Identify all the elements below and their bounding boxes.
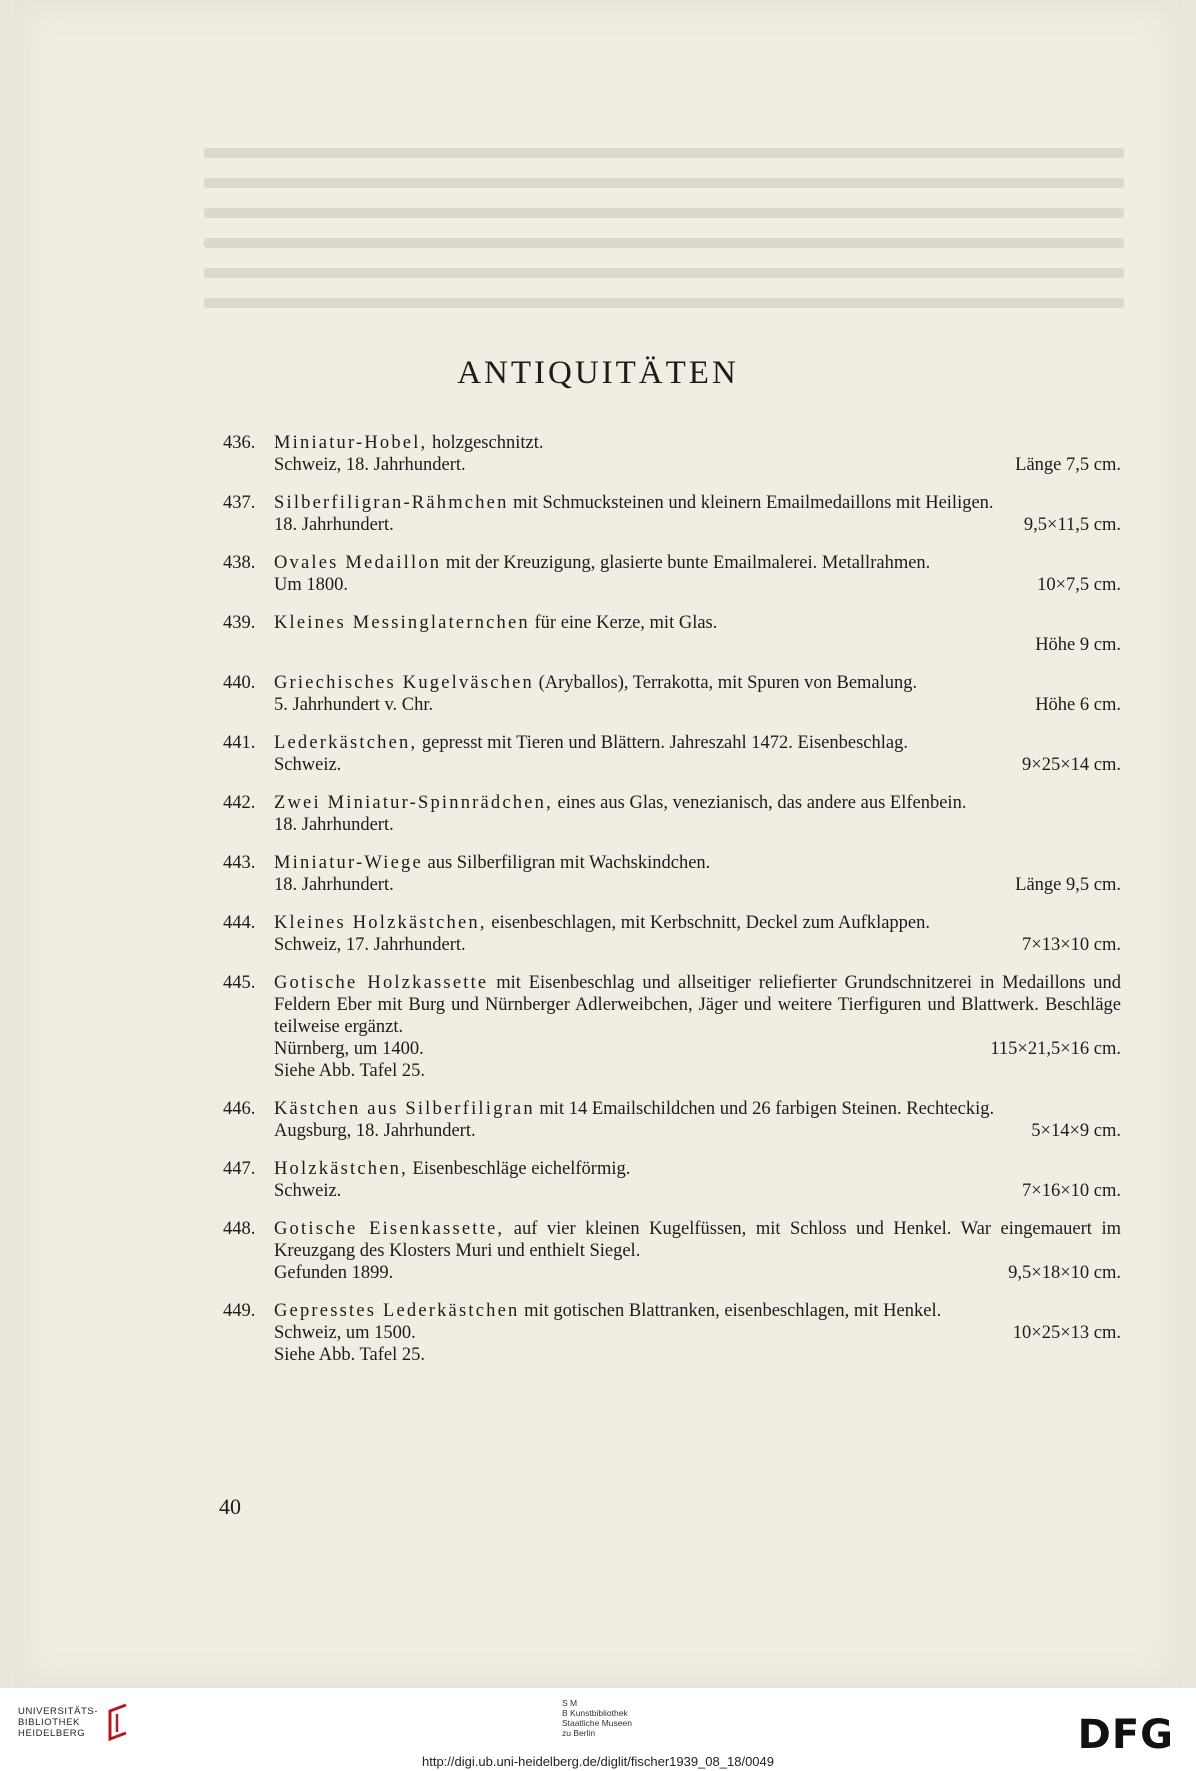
- entry-number: 445.: [223, 973, 256, 993]
- entry-keyword: Gotische Holzkassette: [274, 973, 489, 993]
- entry-measure: 9×25×14 cm.: [1022, 755, 1121, 775]
- page-heading: ANTIQUITÄTEN: [457, 355, 739, 391]
- show-through-line: [204, 268, 1124, 278]
- catalog-entry: [223, 912, 1121, 956]
- entry-number: 443.: [223, 853, 256, 873]
- show-through-line: [204, 298, 1124, 308]
- entry-keyword: Ovales Medaillon: [274, 553, 442, 573]
- entry-number: 442.: [223, 793, 256, 813]
- entry-description: mit 14 Emailschildchen und 26 farbigen Steinen. Rechteckig.: [539, 1099, 995, 1119]
- catalog-entry: [223, 672, 1121, 716]
- entry-origin: Schweiz, 17. Jahrhundert.: [274, 935, 466, 955]
- entry-number: 439.: [223, 613, 256, 633]
- entry-origin: Schweiz, 18. Jahrhundert.: [274, 455, 466, 475]
- entry-origin: Schweiz.: [274, 1181, 342, 1201]
- entry-plate-reference: Siehe Abb. Tafel 25.: [274, 1345, 425, 1365]
- catalog-entry: [223, 972, 1121, 1082]
- entry-origin: Nürnberg, um 1400.: [274, 1039, 424, 1059]
- entry-description: aus Silberfiligran mit Wachskindchen.: [427, 853, 711, 873]
- entry-description: eisenbeschlagen, mit Kerbschnitt, Deckel zum Aufklappen.: [491, 913, 931, 933]
- document-page: [14, 0, 1182, 1688]
- entry-keyword: Holzkästchen,: [274, 1159, 408, 1179]
- catalog-entry: [223, 792, 1121, 836]
- entry-description: auf vier kleinen Kugelfüssen, mit Schloss und Henkel. War eingemauert im Kreuzgang des Klosters Muri und enthielt Siegel.: [274, 1219, 1122, 1261]
- entry-description: holzgeschnitzt.: [432, 433, 544, 453]
- entry-description: (Aryballos), Terrakotta, mit Spuren von Bemalung.: [538, 673, 918, 693]
- university-library-logo[interactable]: [18, 1702, 130, 1742]
- entry-description: eines aus Glas, venezianisch, das andere aus Elfenbein.: [557, 793, 967, 813]
- catalog-entry: [223, 1218, 1121, 1284]
- show-through-line: [204, 148, 1124, 158]
- entry-description: mit der Kreuzigung, glasierte bunte Emailmalerei. Metallrahmen.: [445, 553, 931, 573]
- entry-origin: Gefunden 1899.: [274, 1263, 394, 1283]
- entry-keyword: Kleines Holzkästchen,: [274, 913, 487, 933]
- entry-number: 437.: [223, 493, 256, 513]
- entry-measure: Höhe 6 cm.: [1035, 695, 1121, 715]
- entry-keyword: Kästchen aus Silberfiligran: [274, 1099, 535, 1119]
- entry-keyword: Silberfiligran-Rähmchen: [274, 493, 509, 513]
- entry-number: 449.: [223, 1301, 256, 1321]
- entry-origin: Schweiz.: [274, 755, 342, 775]
- entry-measure: 9,5×11,5 cm.: [1023, 515, 1121, 535]
- catalog-entry: [223, 492, 1121, 536]
- footer-bar: [0, 1688, 1196, 1771]
- entry-description: mit gotischen Blattranken, eisenbeschlagen, mit Henkel.: [524, 1301, 942, 1321]
- show-through-line: [204, 208, 1124, 218]
- entry-number: 440.: [223, 673, 256, 693]
- entry-number: 446.: [223, 1099, 256, 1119]
- show-through-line: [204, 238, 1124, 248]
- catalog-entry: [223, 552, 1121, 596]
- entry-origin: 18. Jahrhundert.: [274, 515, 394, 535]
- entry-measure: 10×7,5 cm.: [1037, 575, 1121, 595]
- museum-note: S M B Kunstbibliothek Staatliche Museen zu Berlin: [562, 1698, 632, 1738]
- entry-description: Eisenbeschläge eichelförmig.: [412, 1159, 631, 1179]
- catalog-entry: [223, 1158, 1121, 1202]
- entry-description: gepresst mit Tieren und Blättern. Jahreszahl 1472. Eisenbeschlag.: [421, 733, 908, 753]
- entry-measure: 5×14×9 cm.: [1031, 1121, 1121, 1141]
- entry-description: mit Schmucksteinen und kleinern Emailmedaillons mit Heiligen.: [513, 493, 994, 513]
- entry-number: 438.: [223, 553, 256, 573]
- entry-description: für eine Kerze, mit Glas.: [534, 613, 718, 633]
- entry-measure: 7×16×10 cm.: [1022, 1181, 1121, 1201]
- entry-measure: 10×25×13 cm.: [1012, 1323, 1121, 1343]
- entry-keyword: Griechisches Kugelväschen: [274, 673, 534, 693]
- entry-number: 441.: [223, 733, 256, 753]
- entry-origin: 5. Jahrhundert v. Chr.: [274, 695, 434, 715]
- entry-number: 448.: [223, 1219, 256, 1239]
- entry-keyword: Miniatur-Wiege: [274, 853, 423, 873]
- entry-number: 436.: [223, 433, 256, 453]
- library-name: UNIVERSITÄTS- BIBLIOTHEK HEIDELBERG: [18, 1705, 99, 1739]
- catalog-entry: [223, 732, 1121, 776]
- entry-keyword: Zwei Miniatur-Spinnrädchen,: [274, 793, 553, 813]
- show-through-line: [204, 178, 1124, 188]
- entry-number: 444.: [223, 913, 256, 933]
- catalog-entry: [223, 432, 1121, 476]
- entry-origin: Schweiz, um 1500.: [274, 1323, 416, 1343]
- entry-plate-reference: Siehe Abb. Tafel 25.: [274, 1061, 425, 1081]
- entry-origin: 18. Jahrhundert.: [274, 875, 394, 895]
- entry-keyword: Gepresstes Lederkästchen: [274, 1301, 520, 1321]
- catalog-entry: [223, 1098, 1121, 1142]
- entry-keyword: Miniatur-Hobel,: [274, 433, 428, 453]
- entry-description: mit Eisenbeschlag und allseitiger reliefierter Grundschnitzerei in Medaillons und Feldern Eber mit Burg und Nürnberger Adlerweibchen, Jäger und weitere Tierfiguren und Blattwerk. Beschläge teilweise ergänzt.: [274, 973, 1122, 1037]
- entry-measure: Länge 7,5 cm.: [1015, 455, 1121, 475]
- catalog-entry: [223, 612, 1121, 656]
- entry-measure: Höhe 9 cm.: [1035, 635, 1121, 655]
- library-emblem-icon: [104, 1702, 130, 1742]
- entry-origin: Augsburg, 18. Jahrhundert.: [274, 1121, 476, 1141]
- entry-keyword: Kleines Messinglaternchen: [274, 613, 530, 633]
- entry-number: 447.: [223, 1159, 256, 1179]
- entry-origin: 18. Jahrhundert.: [274, 815, 394, 835]
- catalog-entry: [223, 1300, 1121, 1366]
- entry-keyword: Gotische Eisenkassette,: [274, 1219, 505, 1239]
- dfg-logo[interactable]: DFG: [1077, 1712, 1174, 1758]
- entry-measure: Länge 9,5 cm.: [1015, 875, 1121, 895]
- entry-measure: 115×21,5×16 cm.: [990, 1039, 1121, 1059]
- catalog-entries: [223, 432, 1121, 1382]
- entry-origin: Um 1800.: [274, 575, 348, 595]
- entry-keyword: Lederkästchen,: [274, 733, 418, 753]
- entry-measure: 7×13×10 cm.: [1022, 935, 1121, 955]
- page-number: 40: [219, 1494, 241, 1519]
- entry-measure: 9,5×18×10 cm.: [1008, 1263, 1121, 1283]
- source-url[interactable]: http://digi.ub.uni-heidelberg.de/diglit/fischer1939_08_18/0049: [422, 1754, 774, 1769]
- catalog-entry: [223, 852, 1121, 896]
